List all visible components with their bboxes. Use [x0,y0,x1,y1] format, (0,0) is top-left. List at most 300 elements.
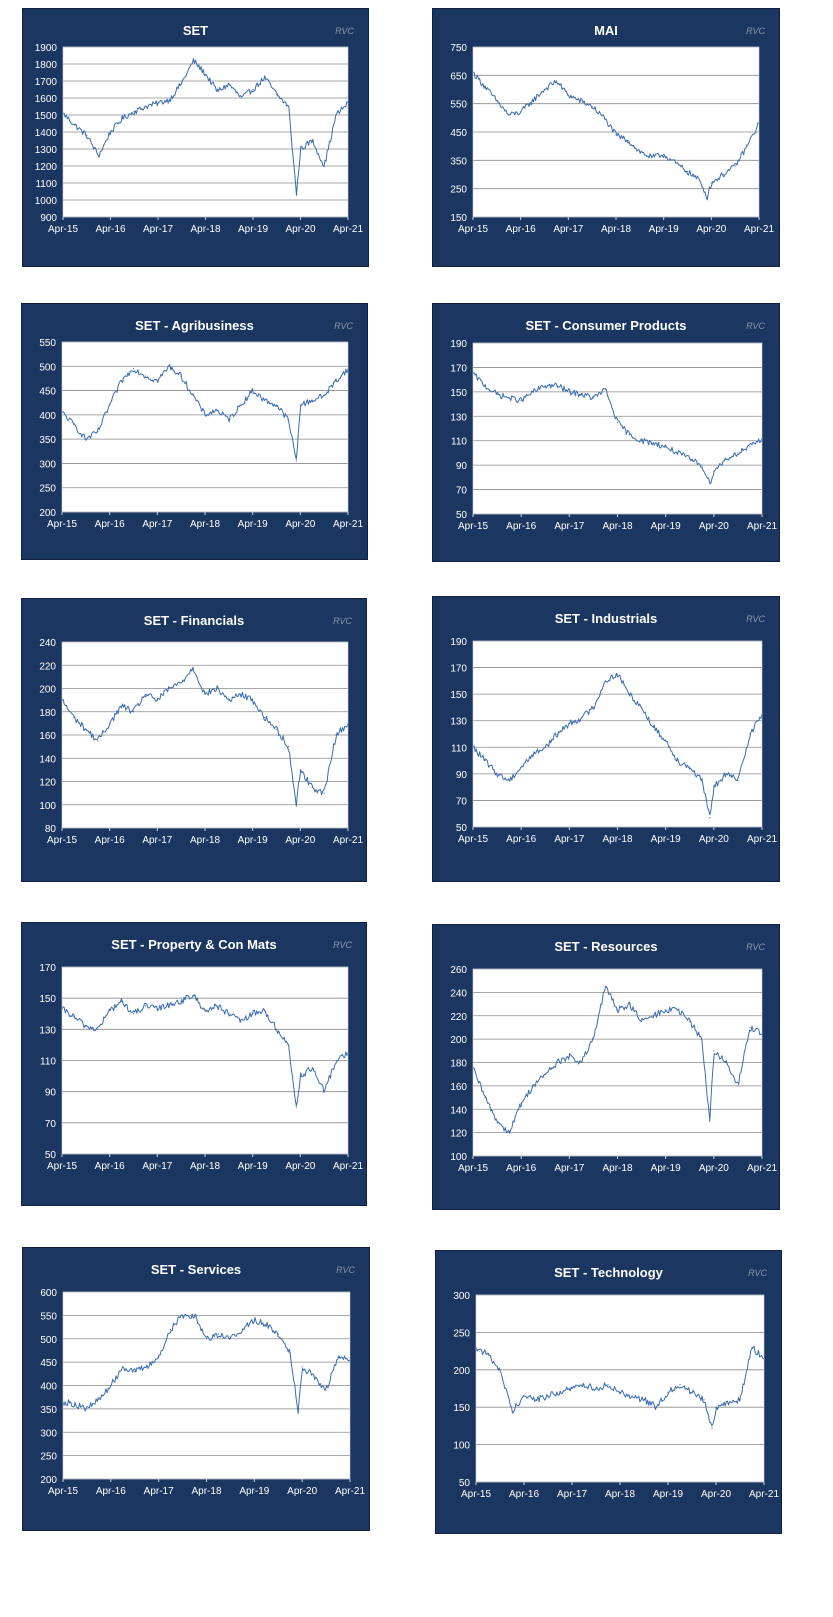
data-point [521,1103,522,1104]
data-point [192,395,193,396]
data-point [605,986,606,987]
data-point [110,1385,111,1386]
x-tick-label: Apr-20 [700,1489,732,1500]
y-tick-label: 50 [44,1150,56,1161]
y-tick-label: 1800 [34,60,57,71]
data-point [145,375,146,376]
data-point [133,368,134,369]
data-point [97,740,98,741]
data-point [749,733,750,734]
data-point [709,483,710,484]
data-point [97,1029,98,1030]
data-point [205,74,206,75]
data-point [581,394,582,395]
y-tick-label: 50 [455,823,467,834]
y-tick-label: 150 [450,213,467,224]
x-tick-label: Apr-16 [95,224,126,235]
data-point [216,409,217,410]
data-point [252,1013,253,1014]
y-tick-label: 900 [40,213,57,224]
x-tick-label: Apr-19 [650,834,681,845]
data-point [335,380,336,381]
y-tick-label: 90 [455,769,467,781]
x-tick-label: Apr-21 [746,834,778,845]
y-tick-label: 350 [450,156,467,168]
watermark-label: RVC [746,321,765,331]
x-tick-label: Apr-21 [332,519,364,530]
data-point [288,746,289,747]
x-tick-label: Apr-15 [457,834,489,845]
data-point [121,705,122,706]
data-point [252,700,253,701]
data-point [667,1392,668,1393]
x-tick-label: Apr-19 [237,1161,268,1172]
chart-title: SET - Resources [554,939,658,954]
x-tick-label: Apr-19 [650,1163,681,1174]
data-point [617,1009,618,1010]
data-point [86,135,87,136]
data-point [751,1347,752,1348]
x-tick-label: Apr-17 [554,1163,585,1174]
data-point [713,471,714,472]
y-tick-label: 110 [451,743,467,755]
data-point [242,1329,243,1330]
y-tick-label: 200 [40,1475,57,1486]
data-point [312,140,313,141]
x-tick-label: Apr-18 [189,1161,221,1172]
data-point [276,1029,277,1030]
chart-panel [21,598,367,882]
data-point [146,1366,147,1367]
data-point [241,97,242,98]
data-point [324,395,325,396]
data-point [85,1026,86,1027]
data-point [296,1107,297,1108]
y-tick-label: 90 [44,1087,56,1099]
data-point [496,100,497,101]
y-tick-label: 150 [450,690,467,702]
chart-svg [433,304,781,563]
y-tick-label: 160 [39,731,56,742]
data-point [133,711,134,712]
data-point [569,391,570,392]
y-tick-label: 240 [39,638,56,649]
chart-panel [21,303,368,560]
data-point [288,1044,289,1045]
data-point [85,729,86,730]
data-point [181,682,182,683]
data-point [595,1388,596,1389]
data-point [511,1410,512,1411]
y-tick-label: 500 [39,362,56,374]
y-tick-label: 100 [39,800,56,812]
data-point [181,82,182,83]
y-tick-label: 250 [40,1451,57,1463]
data-point [605,389,606,390]
x-tick-label: Apr-18 [602,834,633,845]
y-tick-label: 1900 [34,43,57,54]
data-point [593,707,594,708]
data-point [557,385,558,386]
y-tick-label: 250 [453,1328,470,1340]
data-point [544,89,545,90]
data-point [98,155,99,156]
data-point [701,465,702,466]
data-point [619,1392,620,1393]
chart-panel [432,924,780,1210]
data-point [631,1395,632,1396]
x-tick-label: Apr-16 [506,521,537,532]
data-point [569,1056,570,1057]
y-tick-label: 180 [39,707,56,719]
x-tick-label: Apr-20 [285,1161,316,1172]
data-point [725,773,726,774]
data-point [641,707,642,708]
data-point [605,680,606,681]
data-point [264,717,265,718]
data-point [653,727,654,728]
y-tick-label: 130 [450,412,467,424]
chart-panel [22,1247,370,1531]
data-point [545,385,546,386]
data-point [296,804,297,805]
x-tick-label: Apr-17 [554,521,585,532]
data-point [677,760,678,761]
data-point [182,1315,183,1316]
data-point [629,1003,630,1004]
data-point [122,1366,123,1367]
data-point [240,405,241,406]
data-point [569,723,570,724]
x-tick-label: Apr-17 [143,1486,174,1497]
y-tick-label: 140 [39,754,56,766]
chart-title: SET - Technology [554,1265,663,1280]
y-tick-label: 70 [455,796,467,808]
data-point [169,688,170,689]
y-tick-label: 450 [39,386,56,398]
data-point [727,1403,728,1404]
data-point [157,380,158,381]
y-tick-label: 600 [40,1288,57,1299]
x-tick-label: Apr-18 [604,1489,636,1500]
y-tick-label: 140 [450,1105,467,1117]
data-point [592,106,593,107]
x-tick-label: Apr-15 [47,1486,79,1497]
data-point [559,1392,560,1393]
data-point [581,717,582,718]
y-tick-label: 110 [451,436,467,448]
data-point [98,1399,99,1400]
data-point [739,1399,740,1400]
data-point [709,817,710,818]
data-point [545,747,546,748]
data-point [74,125,75,126]
chart-title: SET [182,23,209,38]
data-point [711,1428,712,1429]
y-tick-label: 750 [450,43,467,54]
data-point [193,60,194,61]
chart-panel [22,8,369,267]
y-tick-label: 170 [39,963,56,974]
data-point [701,1039,702,1040]
x-tick-label: Apr-17 [556,1489,588,1500]
x-tick-label: Apr-20 [698,1163,729,1174]
data-point [254,1319,255,1320]
chart-panel [432,596,780,882]
data-point [653,1015,654,1016]
y-tick-label: 400 [40,1381,57,1393]
x-tick-label: Apr-15 [457,1163,489,1174]
data-point [581,1062,582,1063]
data-point [679,1384,680,1385]
chart-title: SET - Financials [143,613,245,628]
y-tick-label: 1500 [34,111,57,122]
data-point [335,1060,336,1061]
x-tick-label: Apr-18 [602,521,633,532]
y-tick-label: 130 [39,1025,56,1037]
data-point [557,1062,558,1063]
data-point [240,1021,241,1022]
chart-svg [22,599,368,883]
data-point [302,1366,303,1367]
data-point [703,1399,704,1400]
x-tick-label: Apr-16 [95,1486,126,1497]
data-point [228,1013,229,1014]
data-point [288,106,289,107]
data-point [300,769,301,770]
data-point [711,182,712,183]
x-tick-label: Apr-20 [698,834,729,845]
data-point [218,1333,219,1334]
x-tick-label: Apr-19 [239,1486,270,1497]
data-point [337,1357,338,1358]
data-point [508,114,509,115]
data-point [699,180,700,181]
data-point [655,1407,656,1408]
data-point [121,380,122,381]
data-point [192,667,193,668]
watermark-label: RVC [333,940,352,950]
x-tick-label: Apr-20 [287,1486,318,1497]
data-point [653,443,654,444]
x-tick-label: Apr-15 [46,519,78,530]
data-point [496,394,497,395]
data-point [607,1384,608,1385]
chart-title: SET - Consumer Products [525,318,687,333]
y-tick-label: 100 [450,1152,467,1163]
data-point [689,458,690,459]
y-tick-label: 1600 [34,94,57,105]
x-tick-label: Apr-16 [94,1161,125,1172]
data-point [181,375,182,376]
y-tick-label: 250 [39,483,56,495]
x-tick-label: Apr-21 [746,1163,778,1174]
plot-area [476,1295,764,1482]
data-point [240,694,241,695]
x-tick-label: Apr-19 [648,224,679,235]
data-point [737,1085,738,1086]
data-point [629,694,630,695]
data-point [145,1005,146,1006]
data-point [325,1390,326,1391]
y-tick-label: 650 [450,71,467,83]
data-point [146,106,147,107]
data-point [665,1009,666,1010]
data-point [206,1338,207,1339]
data-point [296,194,297,195]
data-point [484,760,485,761]
data-point [336,114,337,115]
data-point [276,729,277,730]
data-point [86,1408,87,1409]
data-point [324,793,325,794]
chart-svg [433,597,781,883]
chart-panel [21,922,367,1206]
y-tick-label: 160 [450,1081,467,1093]
data-point [746,146,747,147]
y-tick-label: 120 [450,1128,467,1140]
y-tick-label: 300 [39,459,56,471]
data-point [484,385,485,386]
data-point [192,994,193,995]
y-tick-label: 300 [453,1291,470,1302]
data-point [749,446,750,447]
data-point [169,366,170,367]
data-point [264,1010,265,1011]
x-tick-label: Apr-17 [142,1161,173,1172]
data-point [169,1004,170,1005]
data-point [725,458,726,459]
x-tick-label: Apr-21 [746,521,778,532]
data-point [300,1075,301,1076]
data-point [204,1010,205,1011]
data-point [484,1097,485,1098]
x-tick-label: Apr-18 [602,1163,633,1174]
x-tick-label: Apr-19 [237,224,269,235]
data-point [568,95,569,96]
y-tick-label: 260 [450,965,467,976]
data-point [509,1132,510,1133]
chart-title: SET - Services [150,1262,242,1277]
chart-svg [23,1248,371,1532]
data-point [580,100,581,101]
chart-title: MAI [594,23,618,38]
x-tick-label: Apr-18 [190,224,221,235]
y-tick-label: 240 [450,988,467,1000]
data-point [643,1399,644,1400]
data-point [229,84,230,85]
data-point [520,112,521,113]
data-point [533,753,534,754]
data-point [735,165,736,166]
data-point [97,431,98,432]
data-point [252,89,253,90]
data-point [290,1352,291,1353]
data-point [169,99,170,100]
data-point [571,1388,572,1389]
data-point [639,151,640,152]
data-point [651,157,652,158]
data-point [133,1013,134,1014]
x-tick-label: Apr-20 [285,224,316,235]
data-point [296,460,297,461]
data-point [545,1074,546,1075]
y-tick-label: 110 [40,1056,56,1068]
data-point [121,1001,122,1002]
y-tick-label: 500 [40,1334,57,1346]
data-point [276,405,277,406]
data-point [749,1027,750,1028]
y-tick-label: 100 [453,1440,470,1452]
data-point [723,174,724,175]
y-tick-label: 130 [450,716,467,728]
chart-panel [432,303,780,562]
data-point [157,700,158,701]
x-tick-label: Apr-15 [460,1489,492,1500]
data-point [713,787,714,788]
data-point [170,1329,171,1330]
y-tick-label: 350 [39,435,56,447]
data-point [324,165,325,166]
data-point [675,163,676,164]
data-point [157,103,158,104]
data-point [300,148,301,149]
data-point [276,94,277,95]
y-tick-label: 80 [44,824,56,835]
y-tick-label: 450 [450,128,467,139]
data-point [278,1333,279,1334]
data-point [73,717,74,718]
data-point [715,1407,716,1408]
data-point [74,1404,75,1405]
y-tick-label: 170 [450,663,467,675]
data-point [509,780,510,781]
y-tick-label: 550 [39,338,56,349]
y-tick-label: 150 [453,1403,470,1415]
data-point [665,740,666,741]
data-point [228,700,229,701]
data-point [484,86,485,87]
x-tick-label: Apr-16 [506,834,537,845]
x-tick-label: Apr-16 [508,1489,540,1500]
data-point [228,419,229,420]
data-point [314,1376,315,1377]
data-point [725,1062,726,1063]
data-point [677,1009,678,1010]
x-tick-label: Apr-20 [285,519,316,530]
x-tick-label: Apr-20 [696,224,727,235]
x-tick-label: Apr-18 [189,519,221,530]
data-point [547,1395,548,1396]
chart-svg [22,923,368,1207]
x-tick-label: Apr-21 [332,1161,364,1172]
data-point [709,1120,710,1121]
data-point [134,1371,135,1372]
y-tick-label: 50 [458,1478,470,1489]
plot-area [62,342,348,512]
y-tick-label: 1300 [34,145,57,156]
y-tick-label: 170 [450,363,467,375]
data-point [521,400,522,401]
data-point [665,446,666,447]
data-point [85,439,86,440]
x-tick-label: Apr-15 [46,835,78,846]
data-point [158,1357,159,1358]
data-point [134,111,135,112]
data-point [194,1315,195,1316]
data-point [557,733,558,734]
y-tick-label: 1400 [34,128,57,139]
